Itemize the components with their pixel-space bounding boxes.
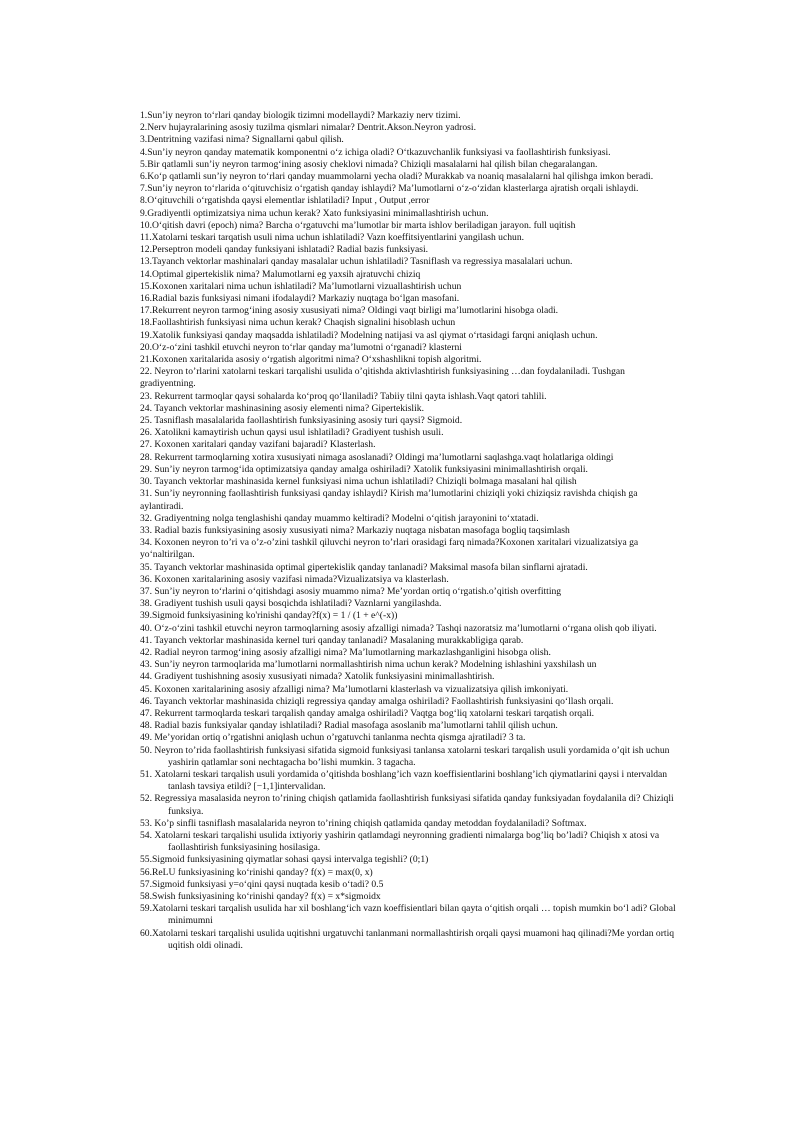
question-item: 28. Rekurrent tarmoqlarning xotira xususiyati nimaga asoslanadi? Oldingi ma’lumotlarni saqlashga.vaqt holatlariga oldingi: [140, 451, 614, 463]
question-item: 57.Sigmoid funksiyasi y=o‘qini qaysi nuqtada kesib o‘tadi? 0.5: [140, 878, 384, 890]
question-item: 35. Tayanch vektorlar mashinasida optimal gipertekislik qanday tanlanadi? Maksimal masofa bilan sinflarni ajratadi.: [140, 561, 588, 573]
question-item: 51. Xatolarni teskari tarqalish usuli yordamida o’qitishda boshlang’ich vazn koeffisientlarini boshlang’ich qiymatlarini qaysi i ntervaldan tanlash tavsiya etildi? [−1,1]intervalidan.: [140, 768, 668, 793]
question-item: 18.Faollashtirish funksiyasi nima uchun kerak? Chaqish signalini hisoblash uchun: [140, 317, 456, 329]
question-item: 44. Gradiyent tushishning asosiy xususiyati nimada? Xatolik funksiyasini minimallashtirish.: [140, 671, 495, 683]
question-item: 12.Perseptron modeli qanday funksiyani ishlatadi? Radial bazis funksiyasi.: [140, 244, 429, 256]
question-item: 27. Koxonen xaritalari qanday vazifani bajaradi? Klasterlash.: [140, 439, 376, 451]
question-item: 42. Radial neyron tarmog‘ining asosiy afzalligi nima? Ma’lumotlarning markazlashganligini hisobga olish.: [140, 646, 551, 658]
question-item: 29. Sun’iy neyron tarmog‘ida optimizatsiya qanday amalga oshiriladi? Xatolik funksiyasini minimallashtirish orqali.: [140, 463, 588, 475]
question-item: 23. Rekurrent tarmoqlar qaysi sohalarda ko‘proq qo‘llaniladi? Tabiiy tilni qayta ishlash.Vaqt qatori tahlili.: [140, 390, 547, 402]
question-item: 48. Radial bazis funksiyalar qanday ishlatiladi? Radial masofaga asoslanib ma’lumotlarni tahlil qilish uchun.: [140, 720, 558, 732]
question-item: 33. Radial bazis funksiyasining asosiy xususiyati nima? Markaziy nuqtaga nisbatan masofaga bogliq taqsimlash: [140, 524, 570, 536]
question-item: 30. Tayanch vektorlar mashinasida kernel funksiyasi nima uchun ishlatiladi? Chiziqli bolmaga masalani hal qilish: [140, 476, 577, 488]
question-item: 22. Neyron to’rlarini xatolarni teskari tarqalishi usulida o’qitishda aktivlashtirish funksiyasining …dan foydalaniladi. Tushgan gradiyentning.: [140, 366, 625, 390]
question-item: 20.O‘z-o‘zini tashkil etuvchi neyron to‘rlar qanday ma’lumotni o‘rganadi? klasterni: [140, 341, 462, 353]
question-item: 38. Gradiyent tushish usuli qaysi bosqichda ishlatiladi? Vaznlarni yangilashda.: [140, 598, 442, 610]
question-item: 60.Xatolarni teskari tarqalishi usulida uqitishni urgatuvchi tanlanmani normallashtirish orqali qaysi muamoni haq qilinadi?Me yordan ortiq uqitish oldi olinadi.: [140, 927, 675, 951]
question-item: 55.Sigmoid funksiyasining qiymatlar sohasi qaysi intervalga tegishli? (0;1): [140, 854, 429, 866]
question-item: 40. O‘z-o‘zini tashkil etuvchi neyron tarmoqlarning asosiy afzalligi nimada? Tashqi nazoratsiz ma’lumotlarni o‘rgana olish qob iliyati.: [140, 622, 657, 634]
question-item: 13.Tayanch vektorlar mashinalari qanday masalalar uchun ishlatiladi? Tasniflash va regressiya masalalari uchun.: [140, 256, 573, 268]
question-item: 34. Koxonen neyron to’ri va o’z-o’zini tashkil qiluvchi neyron to’rlari orasidagi farq nimada?Koxonen xaritalari vizualizatsiya ga yo‘naltirilgan.: [140, 537, 639, 561]
question-item: 41. Tayanch vektorlar mashinasida kernel turi qanday tanlanadi? Masalaning murakkabligiga qarab.: [140, 634, 524, 646]
question-item: 19.Xatolik funksiyasi qanday maqsadda ishlatiladi? Modelning natijasi va asl qiymat o‘rtasidagi farqni aniqlash uchun.: [140, 329, 598, 341]
question-item: 31. Sun’iy neyronning faollashtirish funksiyasi qanday ishlaydi? Kirish ma’lumotlarini chiziqli yoki chiziqsiz ravishda chiqish ga aylantiradi.: [140, 488, 638, 512]
question-item: 3.Dentritning vazifasi nima? Signallarni qabul qilish.: [140, 134, 344, 146]
question-item: 6.Ko‘p qatlamli sun’iy neyron to‘rlari qanday muammolarni yecha oladi? Murakkab va noaniq masalalarni hal qilishga imkon beradi.: [140, 171, 654, 183]
question-item: 53. Ko’p sinfli tasniflash masalalarida neyron to’rining chiqish qatlamida qanday metoddan foydalaniladi? Softmax.: [140, 817, 587, 829]
question-item: 7.Sun’iy neyron to‘rlarida o‘qituvchisiz o‘rgatish qanday ishlaydi? Ma’lumotlarni o‘z-o‘zidan klasterlarga ajratish orqali ishlaydi.: [140, 183, 639, 195]
question-item: 39.Sigmoid funksiyasining ko'rinishi qanday?f(x) = 1 / (1 + e^(-x)): [140, 610, 398, 622]
question-item: 5.Bir qatlamli sun’iy neyron tarmog‘ining asosiy cheklovi nimada? Chiziqli masalalarni hal qilish bilan chegaralangan.: [140, 158, 598, 170]
question-item: 2.Nerv hujayralarining asosiy tuzilma qismlari nimalar? Dentrit.Akson.Neyron yadrosi.: [140, 122, 476, 134]
question-item: 45. Koxonen xaritalarining asosiy afzalligi nima? Ma’lumotlarni klasterlash va vizualizatsiya qilish imkoniyati.: [140, 683, 569, 695]
question-item: 21.Koxonen xaritalarida asosiy o‘rgatish algoritmi nima? O‘xshashlikni topish algoritmi.: [140, 354, 482, 366]
question-item: 24. Tayanch vektorlar mashinasining asosiy elementi nima? Gipertekislik.: [140, 402, 424, 414]
question-item: 49. Me’yoridan ortiq o’rgatishni aniqlash uchun o’rgatuvchi tanlanma nechta qismga ajratiladi? 3 ta.: [140, 732, 526, 744]
question-item: 4.Sun’iy neyron qanday matematik komponentni o‘z ichiga oladi? O‘tkazuvchanlik funksiyasi va faollashtirish funksiyasi.: [140, 146, 611, 158]
question-item: 25. Tasniflash masalalarida faollashtirish funksiyasining asosiy turi qaysi? Sigmoid.: [140, 415, 463, 427]
question-item: 32. Gradiyentning nolga tenglashishi qanday muammo keltiradi? Modelni o‘qitish jarayonini to‘xtatadi.: [140, 512, 539, 524]
question-item: 10.O‘qitish davri (epoch) nima? Barcha o‘rgatuvchi ma’lumotlar bir marta ishlov beriladigan jarayon. full uqitish: [140, 219, 576, 231]
question-item: 1.Sun’iy neyron to‘rlari qanday biologik tizimni modellaydi? Markaziy nerv tizimi.: [140, 110, 461, 121]
question-item: 17.Rekurrent neyron tarmog‘ining asosiy xususiyati nima? Oldingi vaqt birligi ma’lumotlarini hisobga oladi.: [140, 305, 559, 317]
question-item: 47. Rekurrent tarmoqlarda teskari tarqalish qanday amalga oshiriladi? Vaqtga bog‘liq xatolarni teskari tarqatish orqali.: [140, 707, 595, 719]
question-item: 54. Xatolarni teskari tarqalishi usulida ixtiyoriy yashirin qatlamdagi neyronning gradienti nimalarga bog’liq bo’ladi? Chiqish x atosi va faollashtirish funksiyasining hosilasiga.: [140, 829, 660, 854]
question-item: 58.Swish funksiyasining ko‘rinishi qanday? f(x) = x*sigmoidx: [140, 891, 381, 902]
question-item: 43. Sun’iy neyron tarmoqlarida ma’lumotlarni normallashtirish nima uchun kerak? Modelning ishlashini yaxshilash un: [140, 659, 597, 671]
question-item: 11.Xatolarni teskari tarqatish usuli nima uchun ishlatiladi? Vazn koeffitsiyentlarini yangilash uchun.: [140, 232, 525, 244]
question-item: 56.ReLU funksiyasining ko‘rinishi qanday? f(x) = max(0, x): [140, 866, 373, 878]
question-item: 14.Optimal gipertekislik nima? Malumotlarni eg yaxsih ajratuvchi chiziq: [140, 268, 421, 280]
question-item: 26. Xatolikni kamaytirish uchun qaysi usul ishlatiladi? Gradiyent tushish usuli.: [140, 427, 444, 439]
question-item: 46. Tayanch vektorlar mashinasida chiziqli regressiya qanday amalga oshiriladi? Faollashtirish funksiyasini qo‘llash orqali.: [140, 695, 614, 707]
question-item: 37. Sun’iy neyron to‘rlarini o‘qitishdagi asosiy muammo nima? Me’yordan ortiq o‘rgatish.o’qitish overfitting: [140, 585, 562, 597]
question-item: 59.Xatolarni teskari tarqalish usulida har xil boshlang‘ich vazn koeffisientlari bilan qayta o‘qitish orqali … topish mumkin bo‘l adi? Global minimumni: [140, 903, 676, 927]
question-item: 15.Koxonen xaritalari nima uchun ishlatiladi? Ma’lumotlarni vizuallashtirish uchun: [140, 280, 462, 292]
question-item: 8.O‘qituvchili o‘rgatishda qaysi elementlar ishlatiladi? Input , Output ,error: [140, 195, 430, 207]
question-item: 50. Neyron to’rida faollashtirish funksiyasi sifatida sigmoid funksiyasi tanlansa xatolarni teskari tarqalish usuli yordamida o’qit ish uchun yashirin qatlamlar soni nechtagacha bo’lishi mumkin. 3 tagacha.: [140, 744, 670, 768]
question-item: 9.Gradiyentli optimizatsiya nima uchun kerak? Xato funksiyasini minimallashtirish uchun.: [140, 207, 489, 219]
document-page: [140, 110, 682, 952]
question-item: 16.Radial bazis funksiyasi nimani ifodalaydi? Markaziy nuqtaga bo‘lgan masofani.: [140, 293, 460, 305]
question-item: 36. Koxonen xaritalarining asosiy vazifasi nimada?Vizualizatsiya va klasterlash.: [140, 573, 449, 585]
question-item: 52. Regressiya masalasida neyron to’rining chiqish qatlamida faollashtirish funksiyasi sifatida qanday funksiyadan foydalanila di? Chiziqli funksiya.: [140, 793, 674, 817]
